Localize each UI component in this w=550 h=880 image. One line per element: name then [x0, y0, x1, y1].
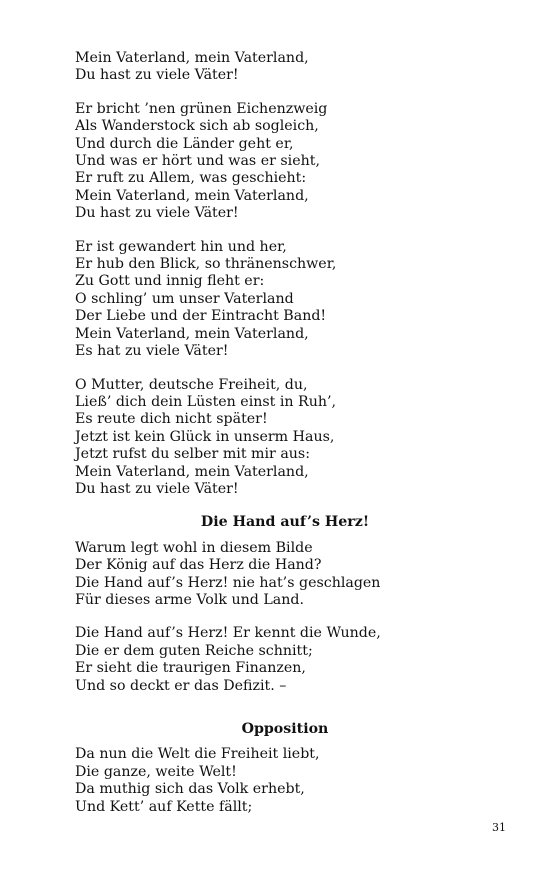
verse-line: Er hub den Blick, so thränenschwer,	[75, 256, 337, 273]
stanza	[75, 625, 495, 695]
verse-line: Es hat zu viele Väter!	[75, 343, 229, 360]
verse-line: Die Hand auf’s Herz! nie hat’s geschlagen	[75, 574, 381, 591]
verse-line: Der König auf das Herz die Hand?	[75, 557, 322, 574]
verse-line: O Mutter, deutsche Freiheit, du,	[75, 376, 308, 393]
verse-line: Er bricht ’nen grünen Eichenzweig	[75, 100, 328, 117]
verse-line: Mein Vaterland, mein Vaterland,	[75, 50, 309, 66]
stanza	[75, 540, 495, 610]
verse-line: Mein Vaterland, mein Vaterland,	[75, 325, 309, 342]
stanza	[75, 239, 495, 361]
verse-line: Und was er hört und was er sieht,	[75, 153, 320, 170]
verse-line: Warum legt wohl in diesem Bilde	[75, 539, 313, 556]
verse-line: Zu Gott und innig fleht er:	[75, 273, 265, 290]
verse-line: Und durch die Länder geht er,	[75, 135, 294, 152]
page-number: 31	[492, 821, 506, 834]
verse-line: Jetzt rufst du selber mit mir aus:	[75, 446, 310, 463]
verse-line: Der Liebe und der Eintracht Band!	[75, 308, 327, 325]
verse-line: Und so deckt er das Defizit. –	[75, 677, 287, 694]
verse-line: Als Wanderstock sich ab sogleich,	[75, 118, 319, 135]
verse-line: Mein Vaterland, mein Vaterland,	[75, 463, 309, 480]
poem-title: Die Hand auf’s Herz!	[200, 514, 370, 531]
verse-line: Mein Vaterland, mein Vaterland,	[75, 187, 309, 204]
verse-line: Du hast zu viele Väter!	[75, 67, 239, 84]
verse-line: O schling’ um unser Vaterland	[75, 290, 294, 307]
verse-line: Für dieses arme Volk und Land.	[75, 591, 304, 608]
verse-line: Jetzt ist kein Glück in unserm Haus,	[75, 428, 335, 445]
verse-line: Die er dem guten Reiche schnitt;	[75, 642, 313, 659]
verse-line: Die Hand auf’s Herz! Er kennt die Wunde,	[75, 625, 381, 642]
verse-line: Er ruft zu Allem, was geschieht:	[75, 170, 307, 187]
verse-line: Du hast zu viele Väter!	[75, 480, 239, 497]
verse-line: Du hast zu viele Väter!	[75, 205, 239, 222]
verse-line: Ließ’ dich dein Lüsten einst in Ruh’,	[75, 393, 337, 410]
verse-line: Er ist gewandert hin und her,	[75, 238, 287, 255]
verse-line: Da nun die Welt die Freiheit liebt,	[75, 746, 320, 763]
poem-title: Opposition	[241, 721, 329, 737]
verse-line: Es reute dich nicht später!	[75, 411, 268, 428]
verse-line: Da muthig sich das Volk erhebt,	[75, 781, 305, 798]
verse-line: Und Kett’ auf Kette fällt;	[75, 798, 253, 815]
stanza	[75, 101, 495, 223]
page-text	[75, 50, 495, 832]
stanza	[75, 50, 495, 85]
stanza	[75, 746, 495, 816]
verse-line: Er sieht die traurigen Finanzen,	[75, 660, 306, 677]
stanza	[75, 377, 495, 499]
verse-line: Die ganze, weite Welt!	[75, 763, 237, 780]
